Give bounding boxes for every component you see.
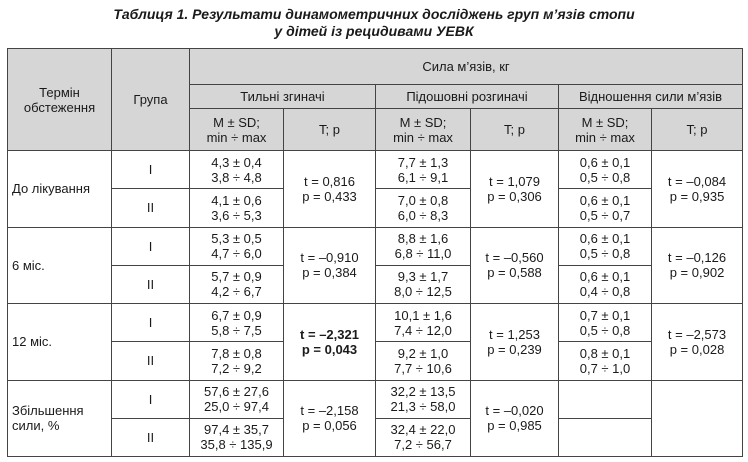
ratio-value: 0,6 ± 0,1 0,5 ÷ 0,8 [559,151,652,189]
plantar-value: 10,1 ± 1,6 7,4 ÷ 12,0 [376,304,471,342]
group-cell: II [112,189,190,227]
ratio-tp: t = –0,126 p = 0,902 [652,227,743,304]
table-body [8,151,743,457]
plantar-value: 8,8 ± 1,6 6,8 ÷ 11,0 [376,227,471,265]
group-cell: I [112,380,190,418]
plantar-value: 9,2 ± 1,0 7,7 ÷ 10,6 [376,342,471,380]
table-row [8,380,743,418]
term-cell: До лікування [8,151,112,228]
dorsal-value: 5,7 ± 0,9 4,2 ÷ 6,7 [190,265,284,303]
plantar-tp: t = –0,560 p = 0,588 [471,227,559,304]
dorsal-tp: t = –0,910 p = 0,384 [284,227,376,304]
group-cell: I [112,227,190,265]
header-group: Група [112,49,190,151]
group-cell: I [112,151,190,189]
dorsal-value: 6,7 ± 0,9 5,8 ÷ 7,5 [190,304,284,342]
group-cell: I [112,304,190,342]
ratio-tp: t = –0,084 p = 0,935 [652,151,743,228]
header-tp: T; p [284,109,376,151]
header-msd: M ± SD; min ÷ max [559,109,652,151]
header-dorsal-flexors: Тильні згиначі [190,85,376,109]
table-header [8,49,743,151]
plantar-tp: t = 1,253 p = 0,239 [471,304,559,381]
dorsal-tp-significant: t = –2,321 p = 0,043 [284,304,376,381]
plantar-tp: t = –0,020 p = 0,985 [471,380,559,457]
ratio-value: 0,6 ± 0,1 0,5 ÷ 0,7 [559,189,652,227]
dorsal-value: 57,6 ± 27,6 25,0 ÷ 97,4 [190,380,284,418]
group-cell: II [112,265,190,303]
ratio-value: 0,8 ± 0,1 0,7 ÷ 1,0 [559,342,652,380]
table-row [8,265,743,303]
header-msd: M ± SD; min ÷ max [376,109,471,151]
table-row [8,418,743,456]
header-msd: M ± SD; min ÷ max [190,109,284,151]
header-tp: T; p [471,109,559,151]
plantar-value: 32,4 ± 22,0 7,2 ÷ 56,7 [376,418,471,456]
ratio-value: 0,6 ± 0,1 0,4 ÷ 0,8 [559,265,652,303]
ratio-value-empty [559,380,652,418]
table-row [8,304,743,342]
ratio-value: 0,7 ± 0,1 0,5 ÷ 0,8 [559,304,652,342]
ratio-value: 0,6 ± 0,1 0,5 ÷ 0,8 [559,227,652,265]
ratio-value-empty [559,418,652,456]
header-strength: Сила м’язів, кг [190,49,743,85]
table-caption [0,0,748,40]
dorsal-value: 7,8 ± 0,8 7,2 ÷ 9,2 [190,342,284,380]
caption-line-2: у дітей із рецидивами УЕВК [274,23,474,39]
table-row [8,151,743,189]
term-cell: 12 міс. [8,304,112,381]
header-term: Термін обстеження [8,49,112,151]
header-tp: T; p [652,109,743,151]
plantar-value: 7,7 ± 1,3 6,1 ÷ 9,1 [376,151,471,189]
header-strength-ratio: Відношення сили м’язів [559,85,743,109]
term-cell: Збільшення сили, % [8,380,112,457]
term-cell: 6 міс. [8,227,112,304]
table-row [8,189,743,227]
dorsal-value: 4,3 ± 0,4 3,8 ÷ 4,8 [190,151,284,189]
plantar-value: 7,0 ± 0,8 6,0 ÷ 8,3 [376,189,471,227]
dorsal-value: 4,1 ± 0,6 3,6 ÷ 5,3 [190,189,284,227]
plantar-value: 9,3 ± 1,7 8,0 ÷ 12,5 [376,265,471,303]
dorsal-value: 97,4 ± 35,7 35,8 ÷ 135,9 [190,418,284,456]
ratio-tp-empty [652,380,743,457]
caption-line-1: Таблиця 1. Результати динамометричних досліджень груп м’язів стопи [113,6,635,22]
header-plantar-flexors: Підошовні розгиначі [376,85,559,109]
dorsal-tp: t = –2,158 p = 0,056 [284,380,376,457]
group-cell: II [112,342,190,380]
group-cell: II [112,418,190,456]
table-row [8,227,743,265]
plantar-tp: t = 1,079 p = 0,306 [471,151,559,228]
dorsal-tp: t = 0,816 p = 0,433 [284,151,376,228]
plantar-value: 32,2 ± 13,5 21,3 ÷ 58,0 [376,380,471,418]
results-table [7,48,743,457]
table-row [8,342,743,380]
ratio-tp: t = –2,573 p = 0,028 [652,304,743,381]
dorsal-value: 5,3 ± 0,5 4,7 ÷ 6,0 [190,227,284,265]
